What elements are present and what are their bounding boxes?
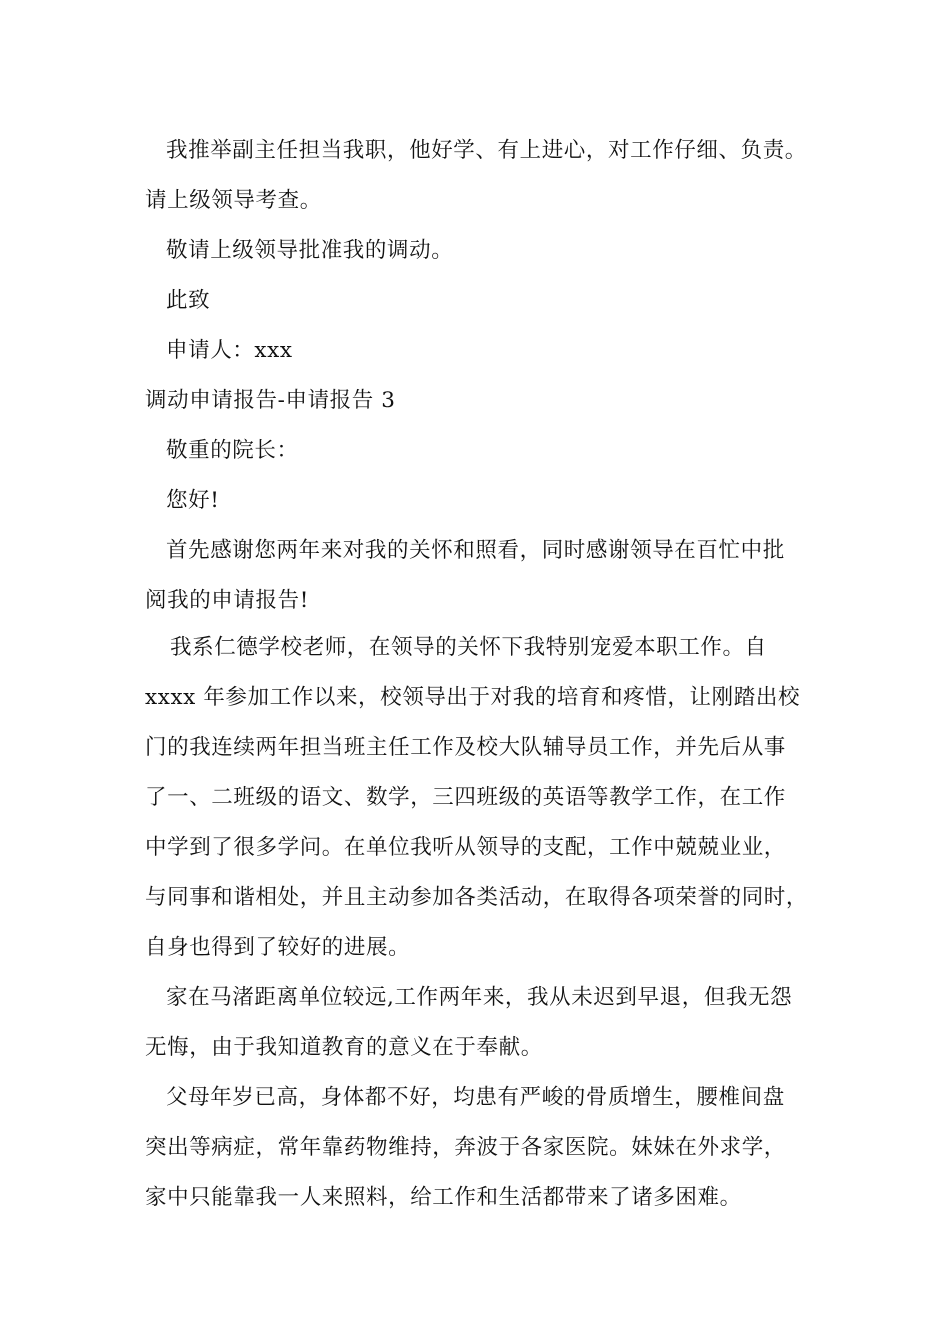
greeting: 您好! [166,488,220,513]
paragraph-line: 了一、二班级的语文、数学，三四班级的英语等教学工作，在工作 [145,785,786,810]
section-title: 调动申请报告-申请报告 3 [145,388,396,413]
paragraph-line: 首先感谢您两年来对我的关怀和照看，同时感谢领导在百忙中批 [166,538,785,563]
closing-salutation: 此致 [166,288,211,313]
paragraph-line: 门的我连续两年担当班主任工作及校大队辅导员工作，并先后从事 [145,735,786,760]
paragraph-line: 阅我的申请报告! [145,588,309,613]
paragraph-line: 自身也得到了较好的进展。 [145,935,411,960]
paragraph-line: 敬请上级领导批准我的调动。 [166,238,454,263]
paragraph-line: 与同事和谐相处，并且主动参加各类活动，在取得各项荣誉的同时， [145,885,809,910]
paragraph-line: 突出等病症，常年靠药物维持，奔波于各家医院。妹妹在外求学， [145,1135,786,1160]
applicant-signature: 申请人：xxx [166,338,293,363]
paragraph-line: 中学到了很多学问。在单位我听从领导的支配，工作中兢兢业业， [145,835,786,860]
paragraph-line: 我推举副主任担当我职，他好学、有上进心，对工作仔细、负责。 [166,138,807,163]
paragraph-line: 家在马渚距离单位较远,工作两年来，我从未迟到早退，但我无怨 [166,985,793,1010]
paragraph-line: xxxx 年参加工作以来，校领导出于对我的培育和疼惜，让刚踏出校 [145,685,801,710]
paragraph-line: 无悔，由于我知道教育的意义在于奉献。 [145,1035,543,1060]
paragraph-line: 父母年岁已高，身体都不好，均患有严峻的骨质增生，腰椎间盘 [166,1085,785,1110]
paragraph-line: 家中只能靠我一人来照料，给工作和生活都带来了诸多困难。 [145,1185,742,1210]
paragraph-line: 我系仁德学校老师，在领导的关怀下我特别宠爱本职工作。自 [170,635,767,660]
paragraph-line: 请上级领导考查。 [145,188,322,213]
greeting: 敬重的院长： [166,438,299,463]
